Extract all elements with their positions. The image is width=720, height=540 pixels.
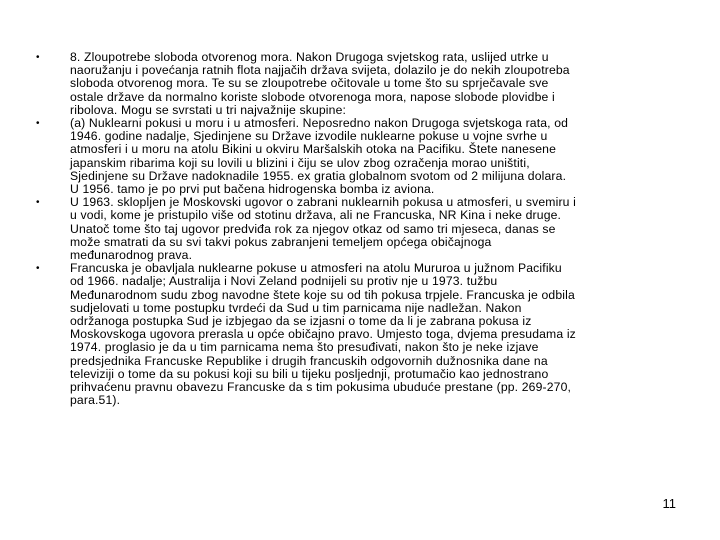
text-line: ribolova. Mogu se svrstati u tri najvažnije skupine:: [70, 102, 347, 117]
bullet-icon: •: [36, 197, 40, 209]
bullet-icon: •: [36, 263, 40, 275]
text-line: Moskovskoga ugovora prerasla u opće običajno pravo. Umjesto toga, dvjema presudama iz: [70, 327, 576, 342]
text-line: prihvaćenu pravnu obavezu Francuske da s tim pokusima ubuduće prestane (pp. 269-270,: [70, 380, 572, 395]
text-line: od 1966. nadalje; Australija i Novi Zeland podnijeli su protiv nje u 1973. tužbu: [70, 274, 498, 289]
text-line: para.51).: [70, 393, 121, 408]
text-line: Sjedinjene su Države nadoknadile 1955. ex gratia globalnom svotom od 2 milijuna dolara.: [70, 168, 567, 183]
text-line: japanskim ribarima koji su lovili u blizini i čiju se ulov zbog ozračenja morao uništiti,: [70, 155, 530, 170]
bullet-item: [36, 196, 692, 262]
text-line: može smatrati da su svi takvi pokus zabranjeni temeljem općega običajnoga: [70, 234, 492, 249]
text-line: međunarodnog prava.: [70, 248, 193, 263]
bullet-item: [36, 262, 692, 407]
text-line: atmosferi i u moru na atolu Bikini u okviru Maršalskih otoka na Pacifiku. Štete nanesene: [70, 142, 557, 157]
page-number: 11: [662, 496, 676, 511]
bullet-item: [36, 117, 692, 196]
text-line: održanoga postupka Sud je izbjegao da se izjasni o tome da li je zabrana pokusa iz: [70, 314, 532, 329]
text-line: ostale države da normalno koriste slobode otvorenoga mora, napose slobode plovidbe i: [70, 89, 555, 104]
text-line: (a) Nuklearni pokusi u moru i u atmosferi. Neposredno nakon Drugoga svjetskoga rata, od: [70, 116, 569, 131]
text-line: televiziji o tome da su pokusi koji su bili u tijeku posljednji, protumačio kao jednostrano: [70, 366, 549, 381]
text-line: Međunarodnom sudu zbog navodne štete koje su od tih pokusa trpjele. Francuska je odbila: [70, 287, 575, 302]
text-line: 1946. godine nadalje, Sjedinjene su Države izvodile nuklearne pokuse u vojne svrhe u: [70, 129, 548, 144]
bullet-list: [36, 51, 692, 407]
text-line: 8. Zloupotrebe sloboda otvorenog mora. Nakon Drugoga svjetskog rata, uslijed utrke u: [70, 50, 549, 64]
text-line: u vodi, kome je pristupilo više od stotinu država, ali ne Francuska, NR Kina i neke druge.: [70, 208, 562, 223]
text-line: Unatoč tome što taj ugovor predviđa rok za njegov otkaz od samo tri mjeseca, danas se: [70, 221, 556, 236]
text-line: U 1956. tamo je po prvi put bačena hidrogenska bomba iz aviona.: [70, 182, 435, 197]
text-line: U 1963. sklopljen je Moskovski ugovor o zabrani nuklearnih pokusa u atmosferi, u svemiru i: [70, 195, 576, 210]
text-line: sloboda otvorenog mora. Te su se zloupotrebe očitovale u tome što su sprječavale sve: [70, 76, 549, 91]
text-line: naoružanju i povećanja ratnih flota najjačih država svijeta, dolazilo je do nekih zloupotreba: [70, 63, 570, 78]
bullet-item: [36, 51, 692, 117]
bullet-icon: •: [36, 118, 40, 130]
text-line: Francuska je obavljala nuklearne pokuse u atmosferi na atolu Mururoa u južnom Pacifiku: [70, 261, 562, 276]
bullet-icon: •: [36, 52, 40, 63]
text-line: sudjelovati u tome postupku tvrdeći da Sud u tim parnicama nije nadležan. Nakon: [70, 300, 522, 315]
text-line: predsjednika Francuske Republike i drugih francuskih odgovornih dužnosnika dane na: [70, 353, 548, 368]
text-line: 1974. proglasio je da u tim parnicama nema što presuđivati, nakon što je neke izjave: [70, 340, 539, 355]
